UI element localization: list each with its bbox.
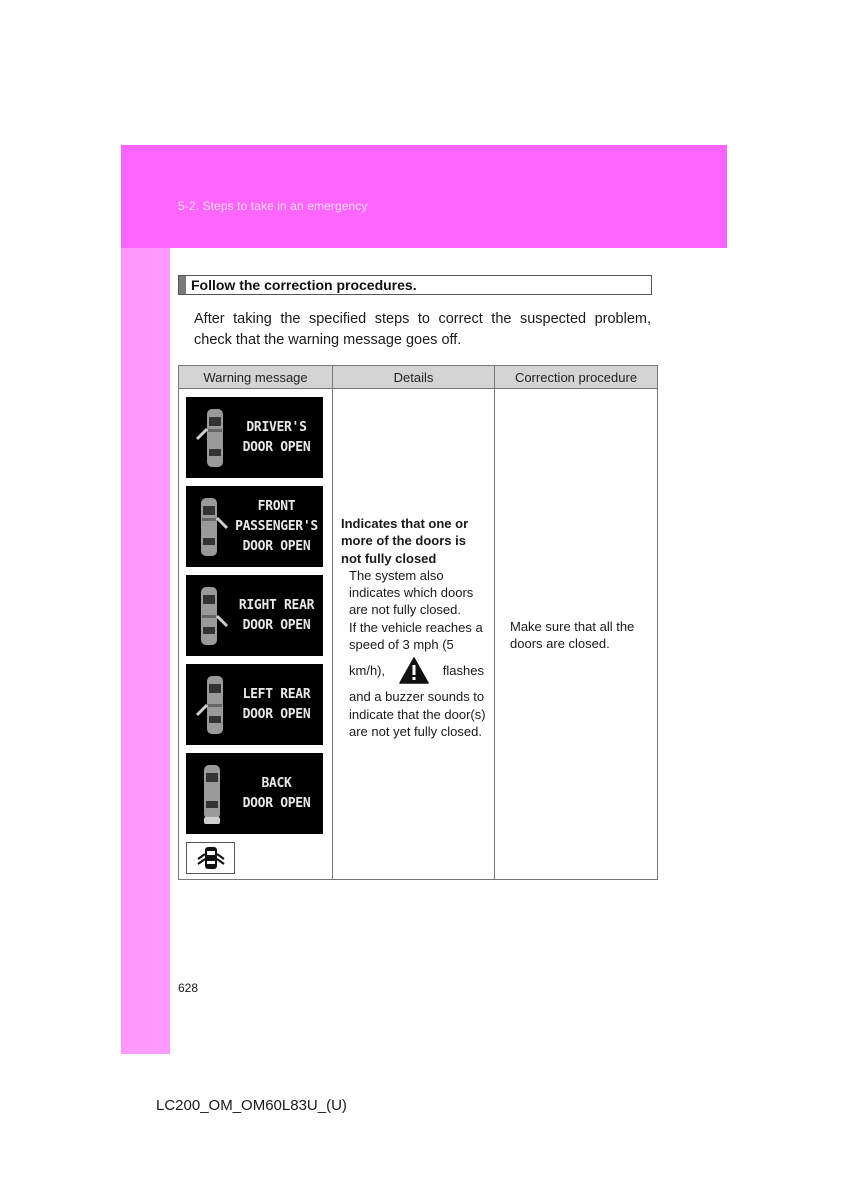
details-text: The system also indicates which doors are not fully closed. <box>349 567 474 618</box>
details-text: If the vehicle reaches a speed of 3 mph (5 <box>349 619 483 653</box>
driver-door-open-message <box>186 397 323 478</box>
message-line: DOOR OPEN <box>242 706 311 722</box>
car-back-door-open-icon <box>195 761 229 827</box>
col-header-details: Details <box>333 366 495 389</box>
details-summary: Indicates that one or more of the doors is not fully closed <box>341 516 469 566</box>
message-line: RIGHT REAR <box>238 597 315 613</box>
details-text: flashes <box>442 663 484 679</box>
col-header-correction: Correction procedure <box>495 366 658 389</box>
back-door-open-message <box>186 753 323 834</box>
correction-text: Make sure that all the doors are closed. <box>510 619 635 652</box>
left-rear-door-open-message <box>186 664 323 745</box>
side-band <box>121 248 170 1054</box>
car-front-left-door-open-icon <box>195 405 229 471</box>
col-header-warning-message: Warning message <box>179 366 333 389</box>
right-rear-door-open-message <box>186 575 323 656</box>
warning-table <box>178 365 658 880</box>
message-line: PASSENGER'S <box>235 518 318 534</box>
details-cell <box>333 389 495 880</box>
message-line: LEFT REAR <box>242 686 311 702</box>
details-text: and a buzzer sounds to indicate that the door(s) are not yet fully closed. <box>349 689 486 739</box>
door-open-indicator <box>186 842 235 874</box>
car-rear-left-door-open-icon <box>195 672 229 738</box>
message-line: DOOR OPEN <box>242 439 311 455</box>
message-line: DRIVER'S <box>246 419 307 435</box>
correction-cell <box>495 389 658 880</box>
message-line: FRONT <box>257 498 296 514</box>
page-number: 628 <box>178 981 199 995</box>
front-passenger-door-open-message <box>186 486 323 567</box>
header-band <box>121 145 727 248</box>
message-line: DOOR OPEN <box>242 795 311 811</box>
message-line: DOOR OPEN <box>242 538 311 554</box>
footer-code: LC200_OM_OM60L83U_(U) <box>156 1097 347 1114</box>
table-row <box>179 389 658 880</box>
intro-paragraph: After taking the specified steps to correct the suspected problem, check that the warning message goes off. <box>194 311 651 348</box>
heading-bar <box>179 276 186 294</box>
warning-message-cell <box>179 389 333 880</box>
message-line: DOOR OPEN <box>242 617 311 633</box>
warning-triangle-icon <box>399 657 429 684</box>
section-heading <box>178 275 652 295</box>
door-open-indicator-icon <box>196 846 226 870</box>
details-text: km/h), <box>349 663 386 679</box>
car-front-right-door-open-icon <box>195 494 229 560</box>
section-label: 5-2. Steps to take in an emergency <box>178 199 368 213</box>
car-rear-right-door-open-icon <box>195 583 229 649</box>
message-line: BACK <box>261 775 292 791</box>
heading-text: Follow the correction procedures. <box>191 277 417 293</box>
